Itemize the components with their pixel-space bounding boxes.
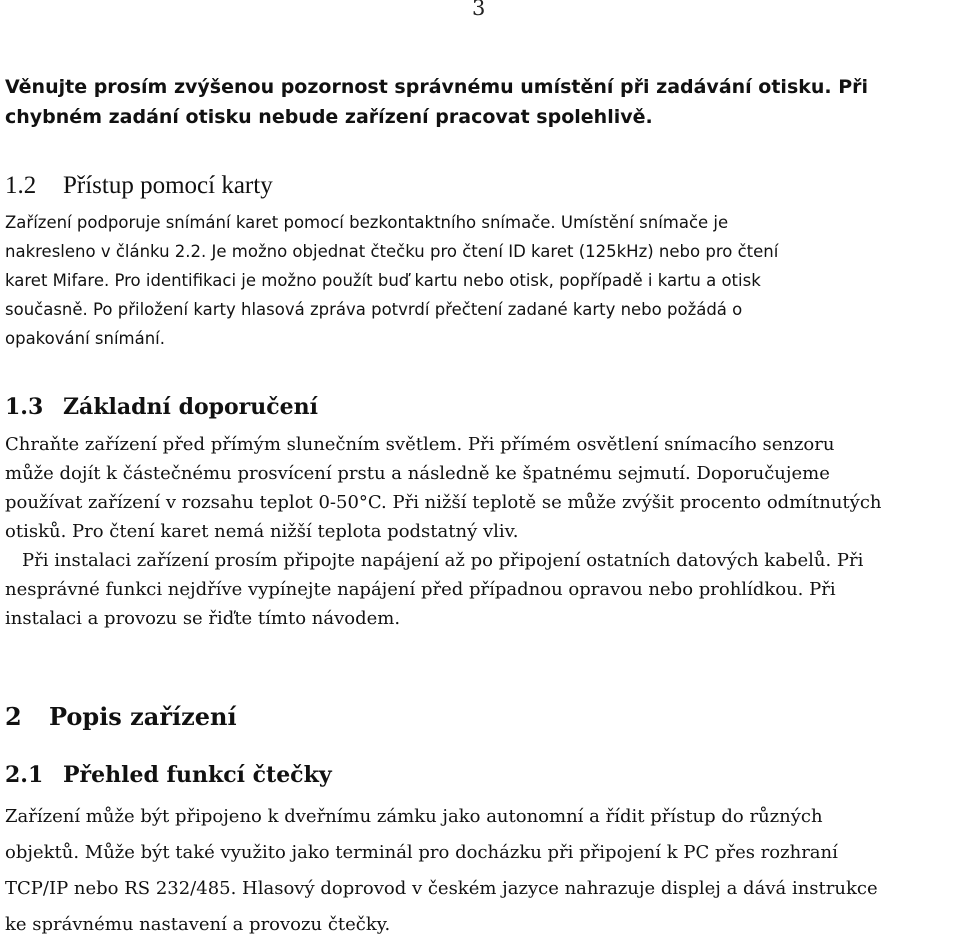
paragraph-line: opakování snímání. xyxy=(5,329,166,348)
note-line: chybném zadání otisku nebude zařízení pracovat spolehlivě. xyxy=(5,106,653,128)
paragraph-line: používat zařízení v rozsahu teplot 0-50°C. Při nižší teplotě se může zvýšit procento odmítnutých xyxy=(5,492,882,513)
section-number: 1.2 xyxy=(5,172,37,199)
section-1-2-paragraph xyxy=(5,208,955,353)
paragraph-line: nesprávné funkci nejdříve vypínejte napájení před případnou opravou nebo prohlídkou. Při xyxy=(5,579,836,600)
section-2-1-heading xyxy=(5,762,955,788)
paragraph-line: ke správnému nastavení a provozu čtečky. xyxy=(5,914,391,935)
section-1-3-heading xyxy=(5,394,955,420)
section-title: Popis zařízení xyxy=(49,702,237,731)
paragraph-line: Při instalaci zařízení prosím připojte napájení až po připojení ostatních datových kabelů. Při xyxy=(22,550,864,571)
section-number: 2.1 xyxy=(5,762,44,788)
section-number: 2 xyxy=(5,702,22,731)
paragraph-line: karet Mifare. Pro identifikaci je možno použít buď kartu nebo otisk, popřípadě i kartu a otisk xyxy=(5,271,761,290)
section-2-heading xyxy=(5,702,955,731)
paragraph-line: objektů. Může být také využito jako terminál pro docházku při připojení k PC přes rozhraní xyxy=(5,842,838,863)
section-1-2-heading xyxy=(5,172,955,200)
section-1-3-paragraph xyxy=(5,430,955,633)
paragraph-line: Zařízení podporuje snímání karet pomocí bezkontaktního snímače. Umístění snímače je xyxy=(5,213,729,232)
warning-note xyxy=(5,72,955,132)
section-2-1-paragraph xyxy=(5,799,955,943)
paragraph-line: instalaci a provozu se řiďte tímto návodem. xyxy=(5,608,401,629)
section-title: Základní doporučení xyxy=(63,394,319,420)
paragraph-line: může dojít k částečnému prosvícení prstu a následně ke špatnému sejmutí. Doporučujeme xyxy=(5,463,830,484)
section-title: Přehled funkcí čtečky xyxy=(63,762,332,788)
paragraph-line: Zařízení může být připojeno k dveřnímu zámku jako autonomní a řídit přístup do různých xyxy=(5,806,823,827)
section-number: 1.3 xyxy=(5,394,44,420)
paragraph-line: nakresleno v článku 2.2. Je možno objednat čtečku pro čtení ID karet (125kHz) nebo pro čtení xyxy=(5,242,779,261)
paragraph-line: současně. Po přiložení karty hlasová zpráva potvrdí přečtení zadané karty nebo požádá o xyxy=(5,300,743,319)
page-number: 3 xyxy=(472,0,486,20)
paragraph-line: otisků. Pro čtení karet nemá nižší teplota podstatný vliv. xyxy=(5,521,519,542)
note-line: Věnujte prosím zvýšenou pozornost správnému umístění při zadávání otisku. Při xyxy=(5,76,869,98)
paragraph-line: Chraňte zařízení před přímým slunečním světlem. Při přímém osvětlení snímacího senzoru xyxy=(5,434,835,455)
section-title: Přístup pomocí karty xyxy=(63,172,273,199)
paragraph-line: TCP/IP nebo RS 232/485. Hlasový doprovod v českém jazyce nahrazuje displej a dává instrukce xyxy=(5,878,878,899)
